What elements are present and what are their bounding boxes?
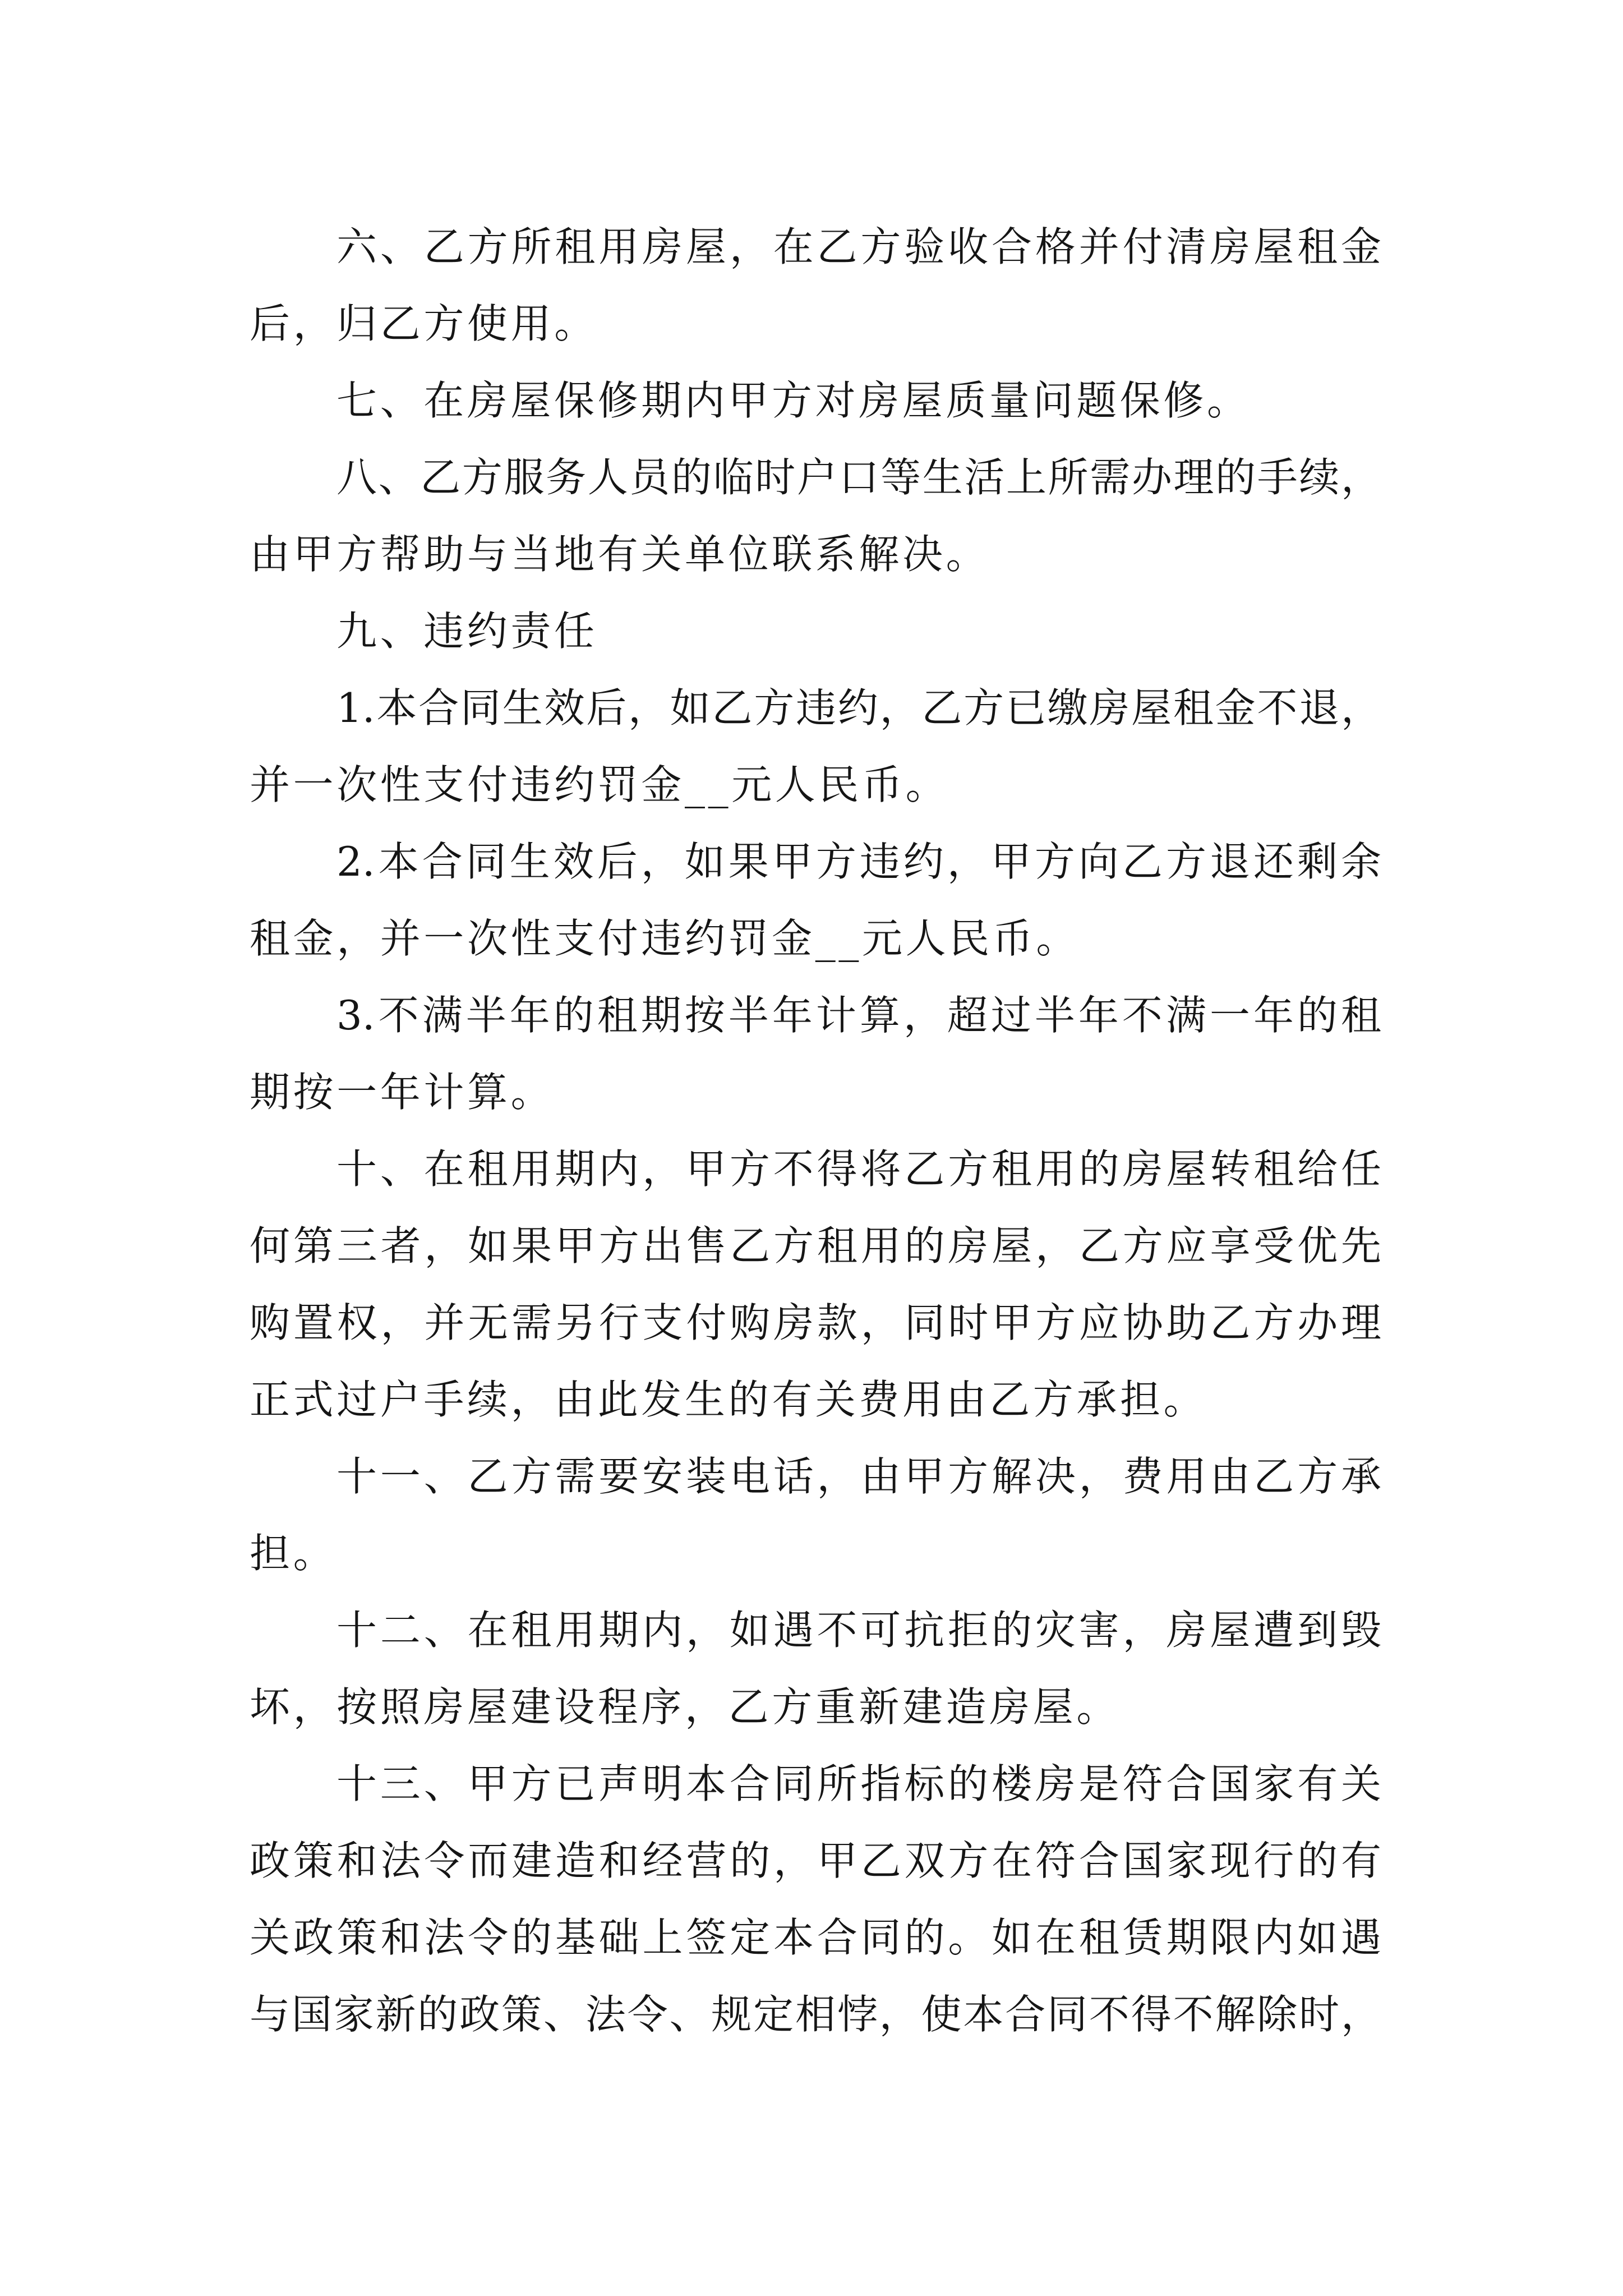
text-line: 2.本合同生效后，如果甲方违约，甲方向乙方退还剩余	[336, 838, 1381, 885]
text-line: 由甲方帮助与当地有关单位联系解决。	[250, 531, 990, 578]
text-line: 并一次性支付违约罚金__元人民币。	[250, 761, 949, 808]
text-line: 3.不满半年的租期按半年计算，超过半年不满一年的租	[336, 992, 1381, 1039]
clause-10	[250, 1131, 1381, 1438]
clause-6	[250, 209, 1381, 362]
text-line: 与国家新的政策、法令、规定相悖，使本合同不得不解除时，	[250, 1991, 1381, 2038]
text-line: 十二、在租用期内，如遇不可抗拒的灾害，房屋遭到毁	[336, 1607, 1381, 1654]
clause-9-heading	[250, 593, 1381, 670]
text-line: 后，归乙方使用。	[250, 300, 598, 347]
text-line: 政策和法令而建造和经营的，甲乙双方在符合国家现行的有	[250, 1837, 1381, 1884]
text-line: 十、在租用期内，甲方不得将乙方租用的房屋转租给任	[336, 1145, 1381, 1193]
text-line: 六、乙方所租用房屋，在乙方验收合格并付清房屋租金	[336, 223, 1381, 270]
text-line: 租金，并一次性支付违约罚金__元人民币。	[250, 915, 1080, 962]
clause-7	[250, 362, 1381, 439]
text-line: 1.本合同生效后，如乙方违约，乙方已缴房屋租金不退，	[336, 684, 1381, 731]
text-line: 担。	[250, 1530, 337, 1577]
clause-9-item-2	[250, 823, 1381, 977]
text-line: 购置权，并无需另行支付购房款，同时甲方应协助乙方办理	[250, 1299, 1381, 1346]
text-line: 十一、乙方需要安装电话，由甲方解决，费用由乙方承	[336, 1453, 1381, 1500]
text-line: 何第三者，如果甲方出售乙方租用的房屋，乙方应享受优先	[250, 1222, 1381, 1269]
clause-9-item-1	[250, 670, 1381, 823]
text-line: 期按一年计算。	[250, 1069, 555, 1116]
clause-13	[250, 1746, 1381, 2053]
text-line: 关政策和法令的基础上签定本合同的。如在租赁期限内如遇	[250, 1914, 1381, 1961]
text-line: 十三、甲方已声明本合同所指标的楼房是符合国家有关	[336, 1760, 1381, 1807]
text-line: 七、在房屋保修期内甲方对房屋质量问题保修。	[336, 377, 1251, 424]
contract-body	[250, 209, 1381, 2053]
clause-12	[250, 1592, 1381, 1746]
text-line: 坏，按照房屋建设程序，乙方重新建造房屋。	[250, 1683, 1121, 1731]
clause-9-item-3	[250, 977, 1381, 1131]
text-line: 八、乙方服务人员的临时户口等生活上所需办理的手续，	[336, 454, 1381, 501]
text-line: 正式过户手续，由此发生的有关费用由乙方承担。	[250, 1376, 1207, 1423]
section-heading: 九、违约责任	[336, 608, 598, 655]
clause-8	[250, 439, 1381, 593]
clause-11	[250, 1438, 1381, 1592]
